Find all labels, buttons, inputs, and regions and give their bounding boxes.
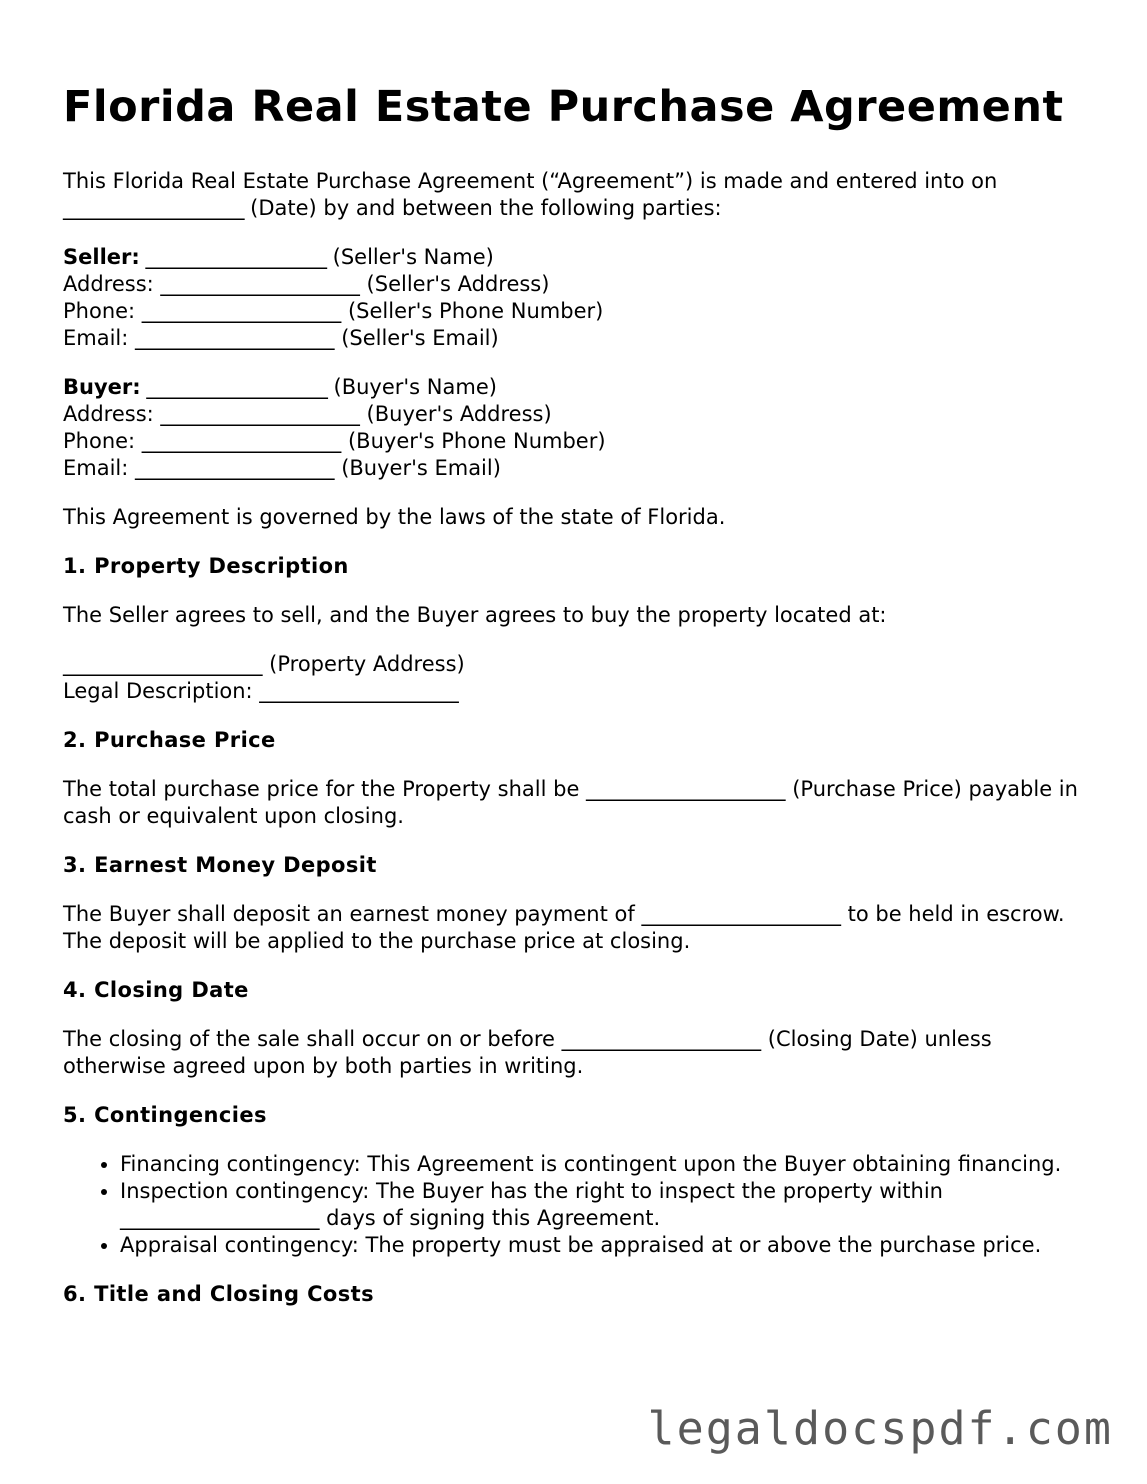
- contingency-list: [63, 1151, 1083, 1259]
- section-heading-price: 2. Purchase Price: [63, 728, 276, 752]
- buyer-name-hint: (Buyer's Name): [326, 375, 497, 399]
- seller-block: [63, 244, 1083, 352]
- buyer-phone-line: Phone: ___________________ (Buyer's Phone Number): [63, 429, 606, 453]
- section-heading-deposit: 3. Earnest Money Deposit: [63, 853, 377, 877]
- buyer-block: [63, 374, 1083, 482]
- closing-text: The closing of the sale shall occur on or before ___________________ (Closing Date) unless otherwise agreed upon by both parties in writing.: [63, 1027, 992, 1078]
- property-text: The Seller agrees to sell, and the Buyer agrees to buy the property located at:: [63, 603, 887, 627]
- seller-phone-line: Phone: ___________________ (Seller's Phone Number): [63, 299, 604, 323]
- seller-email-line: Email: ___________________ (Seller's Email): [63, 326, 499, 350]
- seller-name-blank: ___________________: [139, 245, 326, 269]
- seller-address-line: Address: ___________________ (Seller's Address): [63, 272, 550, 296]
- section-heading-title-costs: 6. Title and Closing Costs: [63, 1282, 374, 1306]
- seller-name-line: [63, 244, 1083, 271]
- buyer-name-line: [63, 374, 1083, 401]
- seller-name-hint: (Seller's Name): [325, 245, 494, 269]
- buyer-name-blank: ___________________: [140, 375, 327, 399]
- list-item: • Inspection contingency: The Buyer has the right to inspect the property within ___________________ days of signing this Agreement.: [120, 1178, 1083, 1232]
- buyer-label: Buyer:: [63, 375, 141, 399]
- legal-description-line: Legal Description: ___________________: [63, 679, 459, 703]
- list-item: • Financing contingency: This Agreement is contingent upon the Buyer obtaining financing.: [120, 1151, 1083, 1178]
- section-heading-closing: 4. Closing Date: [63, 978, 249, 1002]
- watermark-text: legaldocspdf.com: [647, 1402, 1113, 1455]
- seller-label: Seller:: [63, 245, 140, 269]
- buyer-address-line: Address: ___________________ (Buyer's Address): [63, 402, 552, 426]
- intro-paragraph: [63, 168, 1083, 222]
- section-heading-property: 1. Property Description: [63, 554, 349, 578]
- list-item: • Appraisal contingency: The property must be appraised at or above the purchase price.: [120, 1232, 1083, 1259]
- intro-text-2: (Date) by and between the following parties:: [243, 196, 722, 220]
- buyer-email-line: Email: ___________________ (Buyer's Email): [63, 456, 501, 480]
- governing-law-text: This Agreement is governed by the laws of the state of Florida.: [63, 505, 726, 529]
- date-blank: ___________________: [63, 196, 244, 220]
- deposit-text: The Buyer shall deposit an earnest money payment of ___________________ to be held in escrow. The deposit will be applied to the purchase price at closing.: [63, 902, 1065, 953]
- section-heading-contingencies: 5. Contingencies: [63, 1103, 267, 1127]
- document-page: [63, 80, 1083, 1330]
- property-address-line: ___________________ (Property Address): [63, 652, 465, 676]
- intro-text: This Florida Real Estate Purchase Agreement (“Agreement”) is made and entered into on: [63, 169, 998, 193]
- price-text: The total purchase price for the Property shall be ___________________ (Purchase Price) payable in cash or equivalent upon closing.: [63, 777, 1078, 828]
- document-title: Florida Real Estate Purchase Agreement: [63, 82, 1064, 132]
- property-lines: [63, 651, 1083, 705]
